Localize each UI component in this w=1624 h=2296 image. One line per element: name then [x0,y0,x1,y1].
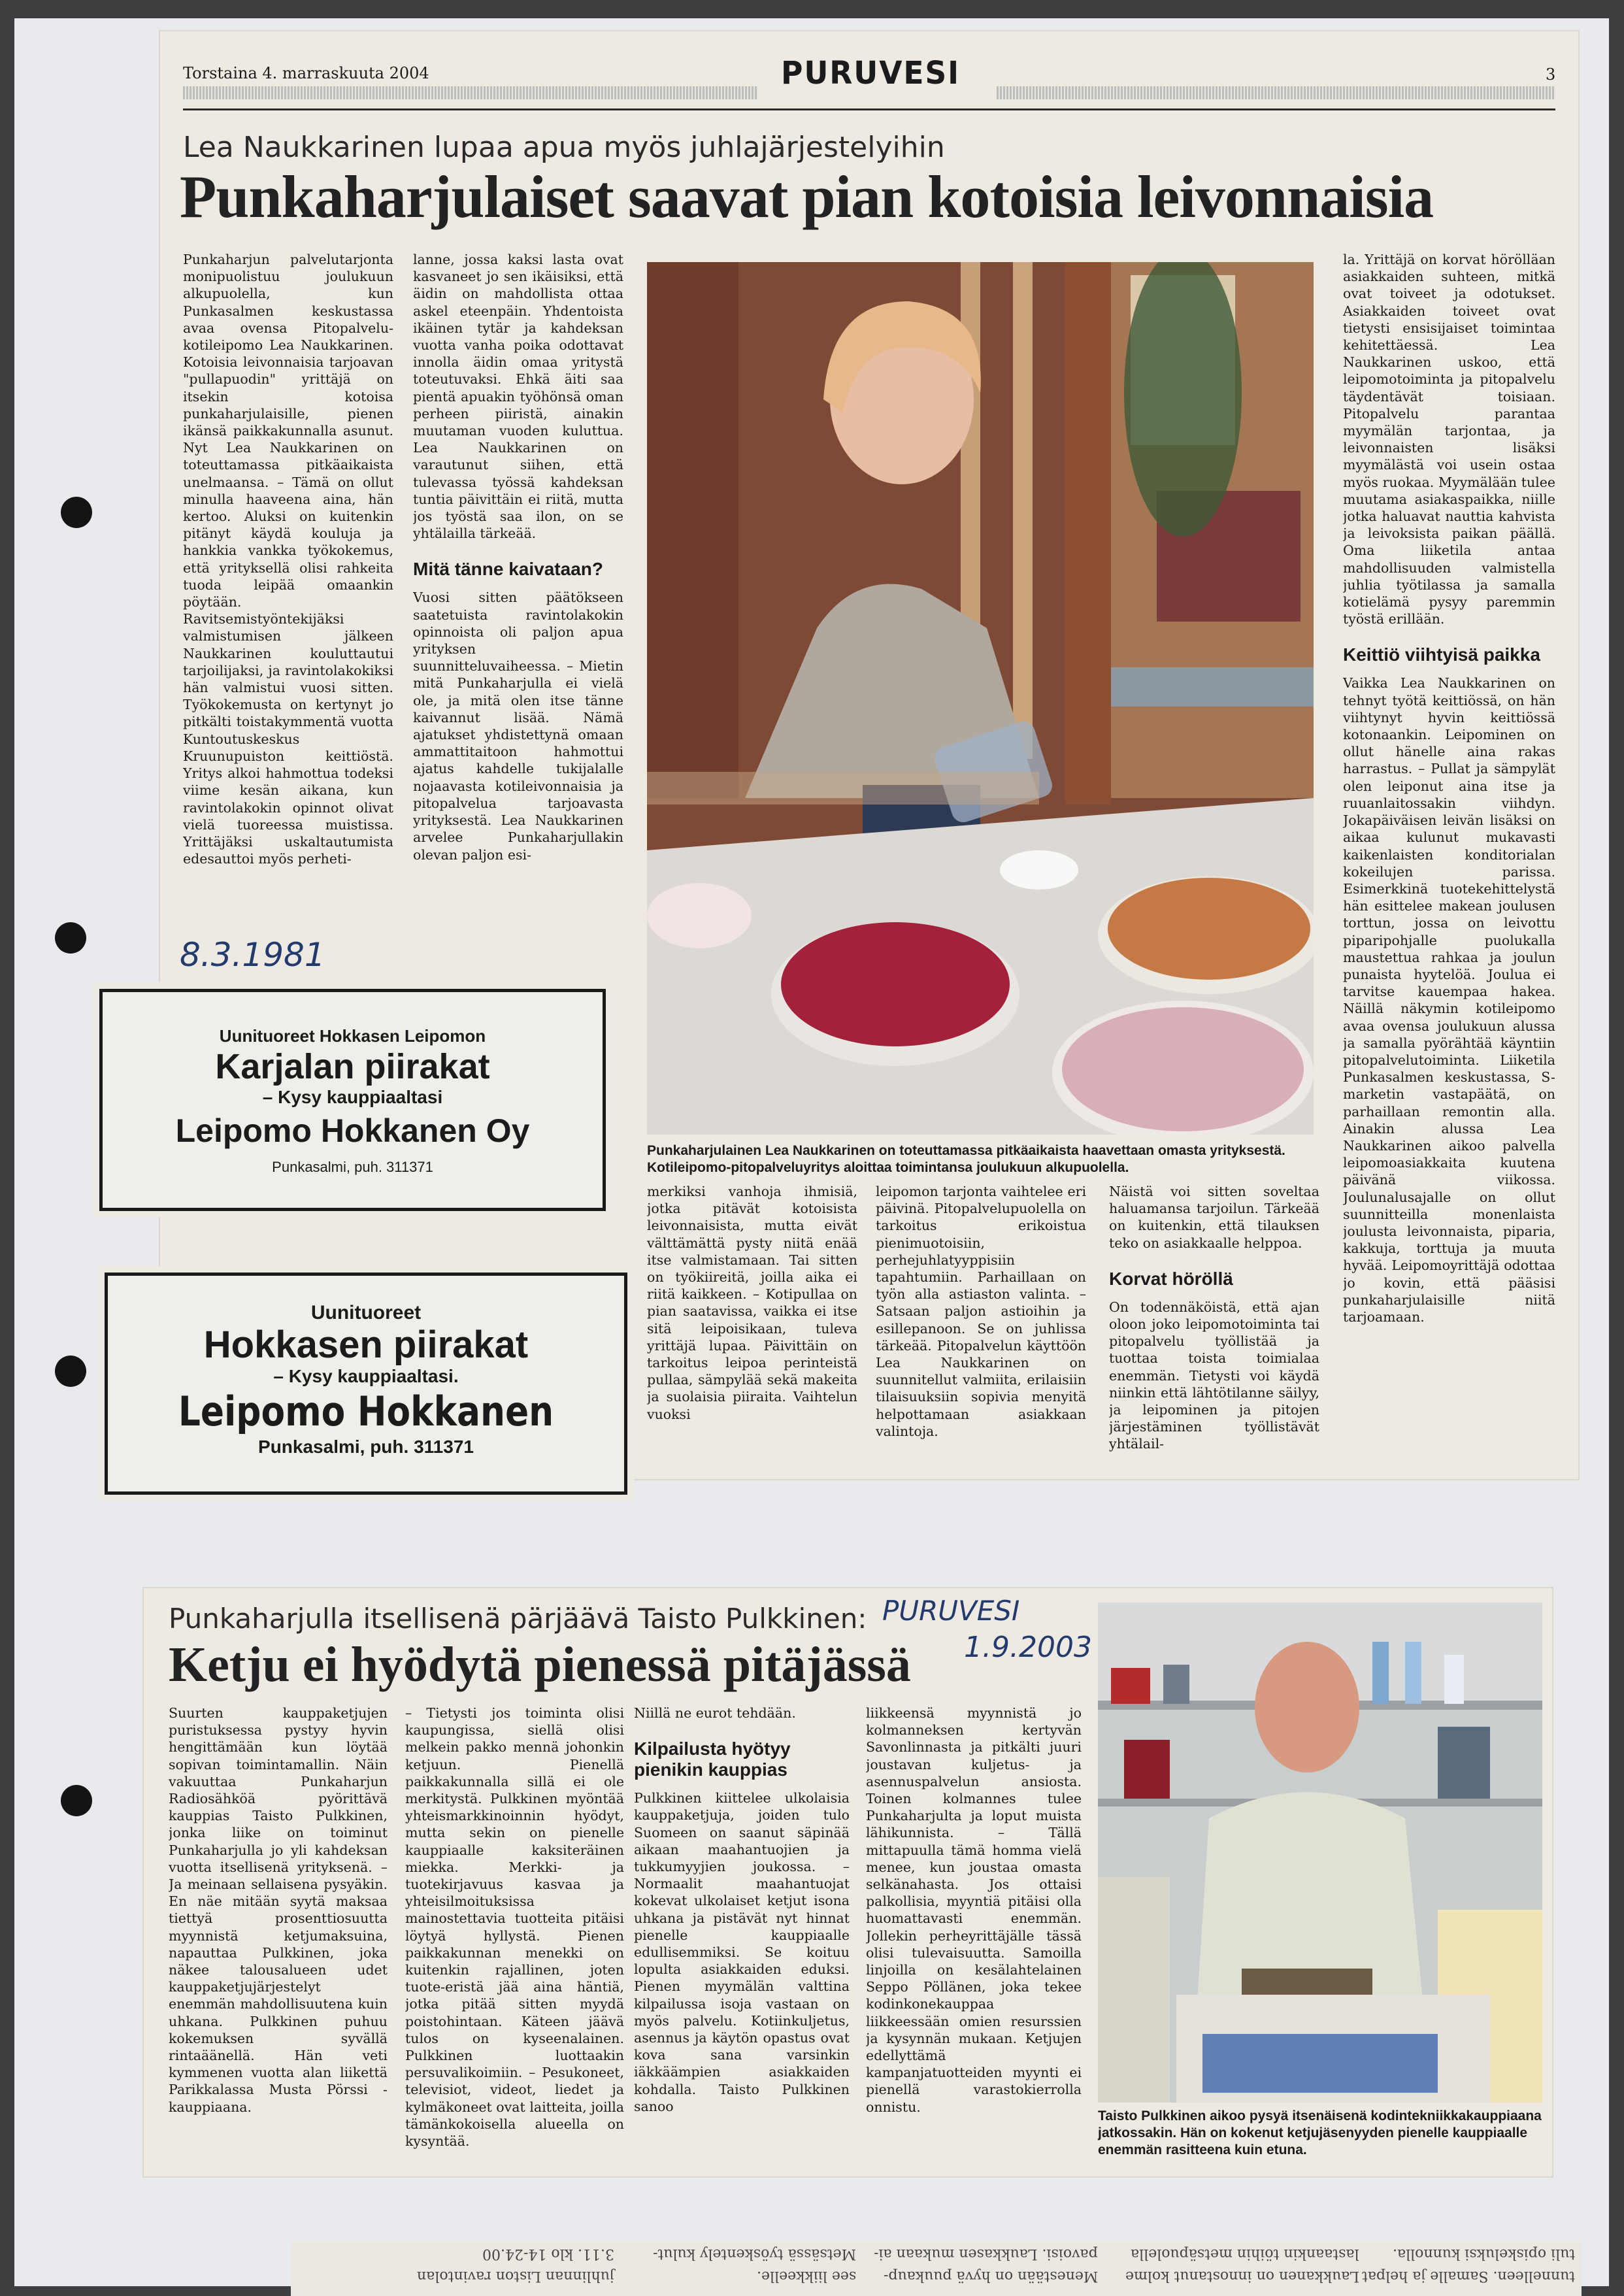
body-text: Punkaharjun palvelutarjonta monipuolistuu joulukuun alkupuolella, kun Punkasalmen keskustassa avaa ovensa Pitopalvelu-kotileipomo Lea Naukkarinen. Kotoisia leivonnaisia tarjoavan "pullapuodin" yrittäjä on itsekin kotoisa punkaharjulaisille, pienen ikänsä paikkakunnalla asunut. Nyt Lea Naukkarinen on toteuttamassa pitkäaikaista unelmaansa. – Tämä on ollut minulla haaveena aina, hän kertoo. Aluksi on kuitenkin pitänyt käydä kouluja ja hankkia vankka työkokemus, että yrityksellä olisi rahkeita tuoda leipää omaankin pöytään. Ravitsemistyöntekijäksi valmistumisen jälkeen Naukkarinen kouluttautui tarjoilijaksi, ja ravintolakokiksi hän valmistui vuosi sitten. Työkokemusta on kertynyt jo pitkälti toistakymmentä vuotta Kuntoutuskeskus Kruunupuiston keittiöstä. Yritys alkoi hahmottua todeksi viime kesän aikana, kun ravintolakokin opinnot olivat vielä tuoreessa muistissa. Yrittäjäksi uskaltautumista edesauttoi myös perheti- [183,252,393,867]
article-kicker: Punkaharjulla itsellisenä pärjäävä Taisto Pulkkinen: [169,1603,867,1635]
body-text: Vaikka Lea Naukkarinen on tehnyt työtä keittiössä, on hän viihtynyt hyvin keittiössä kotonaankin. Leipominen on ollut hänelle aina rakas harrastus. – Pullat ja sämpylät olen leiponut aina itse ja ruuanlaitossakin viihdyn. Jokapäiväisen leivän lisäksi on aikaa kulunut mukavasti kaikenlaisten konditorialan kokeilujen parissa. Esimerkkinä tuotekehittelystä hän esittelee makean joulusen torttun, jossa on leivottu piparipohjalle puolukalla maustettua rahkaa ja joulun punaista hyytelöä. Joulua ei tarvitse kauempaa hakea. Näillä näkymin kotileipomo avaa ovensa joulukuun alussa ja samalla pyörähtää käyntiin pitopalvelutoiminta. Liiketila Punkasalmen keskustassa, S-marketin vastapäätä, on parhaillaan remontin alla. Ainakin alussa Lea Naukkarinen aikoo palvella leipomoasiakkaita kuutena päivänä viikossa. Joulunalusajalle on ollut suunnitteilla monenlaista joulusta leivonnaista, piparia, kakkuja, torttuja ja muuta hyvää. Leipomoyrittäjä odottaa jo kovin, että pääsisi punkaharjulaisille niitä tarjoamaan. [1343,675,1555,1325]
body-text: merkiksi vanhoja ihmisiä, jotka pitävät kotoisista leivonnaisista, mutta eivät välttämättä pysty niitä enää itse valmistamaan. Tai sitten on työkiireitä, joilla aika ei riitä kaikkeen. – Kotipullaa on pian saatavissa, vaikka ei itse sitä leipoisikaan, tuleva yrittäjä lupaa. Päivittäin on tarkoitus leipoa perinteistä pullaa, sämpylää sekä makeita ja suolaisia piiraita. Vaihtelun vuoksi [647,1184,857,1422]
masthead-rule-left [183,86,758,99]
mirrored-text: lastaankin töihin metsäpuolella [1131,2246,1359,2262]
subheading: Korvat höröllä [1109,1268,1233,1289]
body-text: Vuosi sitten päätökseen saatetuista ravintolakokin opinnoista oli paljon apua yrityksen suunnitteluvaiheessa. – Mietin mitä Punkaharjulla ei vielä ole, ja mitä olen itse tänne kaivannut lisää. Nämä ajatukset yhdistettynä omaan ammattitaitoon hahmottui ajatus kahdelle tukijalalle nojaavasta kotileivonnaisia ja pitopalvelua tarjoavasta yrityksestä. Lea Naukkarinen arvelee Punkaharjullakin olevan paljon esi- [413,590,623,863]
mirrored-text: juhlinnan Liston ravintolan [417,2268,614,2284]
binder-hole [61,497,92,528]
article-column-1 [183,251,393,967]
page-number: 3 [1546,65,1556,84]
ad-line: – Kysy kauppiaaltasi [262,1087,443,1107]
mirrored-text: pavoisi. Laukkasen mukaan ai- [874,2246,1098,2262]
article-column-3 [634,1705,850,2169]
mirrored-text: Laukkanen on innostanut kolme [1125,2268,1359,2284]
body-text: Niillä ne eurot tehdään. [634,1705,796,1721]
article-clipping-store [144,1588,1552,2176]
mirrored-text: 3.11. klo 14-24.00 [482,2246,614,2262]
article-clipping-bakery [160,31,1578,1479]
masthead-divider [183,108,1555,110]
subheading: Keittiö viihtyisä paikka [1343,644,1540,665]
photo-illustration [647,262,1314,1135]
mirrored-text: Menestään on hyvä puukaup- [883,2268,1098,2284]
article-headline: Punkaharjulaiset saavat pian kotoisia leivonnaisia [180,163,1434,230]
photo-baker-with-cakes [647,262,1314,1135]
handwritten-date: 8.3.1981 [180,936,325,974]
bakery-advertisement-1 [99,989,606,1211]
photo-caption: Punkaharjulainen Lea Naukkarinen on toteuttamassa pitkäaikaista haavettaan omasta yrityksestä. Kotileipomo-pitopalveluyritys aloittaa toimintansa joulukuun alkupuolella. [647,1143,1285,1175]
article-headline: Ketju ei hyödytä pienessä pitäjässä [169,1637,911,1692]
handwritten-date: 1.9.2003 [964,1631,1092,1664]
bleed-through-clipping [291,2242,1582,2296]
ad-line: Karjalan piirakat [215,1047,490,1086]
ad-line: Leipomo Hokkanen [178,1388,554,1435]
body-text: la. Yrittäjä on korvat hörölläan asiakkaiden suhteen, mitkä ovat toiveet ja odotukset. Asiakkaiden toiveet ovat tietysti ensisijaiset toimintaa kehitettäessä. Lea Naukkarinen uskoo, että leipomotoiminta ja pitopalvelu täydentävät toisiaan. Pitopalvelu parantaa myymälän tarjontaa, ja leivonnaisten lisäksi myymälästä voi usein ostaa myös ruokaa. Myymälään tulee muutama asiakaspaikka, niille jotka haluavat nauttia kahvista ja leivoksista paikan päällä. Oma liiketila antaa mahdollisuuden valmistella juhlia työtilassa ja samalla kotielämä pysyy paremmin työstä erillään. [1343,252,1555,627]
mirrored-text: tunnelleen. Samalle ja helpat [1361,2268,1575,2284]
article-column-4 [866,1705,1082,2169]
body-text: leipomon tarjonta vaihtelee eri päivinä. Pitopalvelupuolella on tarkoitus erikoistua pienimuotoisiin, perhejuhlatyyppisiin tapahtumiin. Parhaillaan on työn alla astiaston valinta. – Satsaan paljon astioihin ja esillepanoon. Se on juhlissa tärkeää. Pitopalvelun käyttöön Lea Naukkarinen on suunnitellut valmiita, erilaisiin tilaisuuksiin sopivia menyitä helpottamaan asiakkaan valintoja. [876,1184,1086,1439]
mirrored-text: tuli opiskeluksi kunnolla. [1392,2246,1575,2262]
article-lower-column-2 [876,1183,1086,1457]
bakery-advertisement-2 [105,1273,627,1495]
photo-shopkeeper [1098,1603,1542,2103]
article-column-2 [405,1705,624,2169]
article-column-2 [413,251,623,967]
ad-line: Punkasalmi, puh. 311371 [272,1159,433,1175]
mirrored-text: Metsässä työskentely kulut- [652,2246,856,2262]
ad-line: Uunituoreet [310,1302,422,1323]
body-text: Näistä voi sitten soveltaa haluamansa tarjoilun. Tärkeää on kuitenkin, että tilauksen teko on asiakkaalle helppoa. [1109,1184,1319,1251]
body-text: Pulkkinen kiittelee ulkolaisia kauppaketjuja, joiden tulo Suomeen on saanut säpinää aikaan maahantuojien ja tukkumyyjien joukossa. – Normaalit maahantuojat kokevat ulkolaiset ketjut isona uhkana ja pistävät nyt hinnat pienelle kauppiaalle edullisemmiksi. Se koituu lopulta asiakkaiden eduksi. Pienen myymälän valttina kilpailussa isoja vastaan on myös palvelu. Kotiinkuljetus, asennus ja käytön opastus ovat kova sana varsinkin iäkkäämpien asiakkaiden kohdalla. Taisto Pulkkinen sanoo [634,1790,850,2114]
body-text: – Tietysti jos toiminta olisi kaupungissa, siellä olisi melkein pakko mennä johonkin ketjuun. Pienellä paikkakunnalla sillä ei ole merkitystä. Pulkkinen myöntää yhteismarkkinoinnin hyödyt, mutta sekin on pienelle kauppiaalle kaksiteräinen miekka. Merkki- ja tuotekirjavuus kasvaa ja yhteisilmoituksissa mainostettavia tuotteita pitäisi löytyä hyllystä. Pienen paikkakunnan menekki on kuitenkin rajallinen, joten tuote-eristä jää aina häntiä, jotka pitää sitten myydä poistohintaan. Käteen jäävä tulos on kyseenalainen. Pulkkinen luottaakin persuvalikoimiin. – Pesukoneet, televisiot, videot, liedet ja kylmäkoneet ovat laitteita, joilla tämänkokoisella alueella on kysyntää. [405,1705,624,2150]
binder-hole [61,1785,92,1816]
masthead-rule-right [997,86,1555,99]
article-column-3 [1343,251,1555,1447]
binder-hole [55,922,86,954]
ad-line: Hokkasen piirakat [203,1323,529,1366]
photo-illustration [1098,1603,1542,2103]
article-lower-column-1 [647,1183,857,1457]
ad-line: – Kysy kauppiaaltasi. [273,1366,459,1386]
mirrored-text: see liikkeelle. [756,2268,856,2284]
ad-line: Punkasalmi, puh. 311371 [258,1437,474,1457]
ad-line: Leipomo Hokkanen Oy [175,1112,530,1149]
body-text: Suurten kauppaketjujen puristuksessa pystyy hyvin hengittämään kun löytää sopivan toimintamallin. Näin vakuuttaa Punkaharjun Radiosähköä pyörittävä kauppias Taisto Pulkkinen, jonka liike on toiminut Punkaharjulla jo yli kahdeksan vuotta itsellisenä yrityksenä. – Ja meinaan sellaisena pysyäkin. En näe mitään syytä maksaa tiettyä prosenttiosuutta myynnistä ketjumaksuina, napauttaa Pulkkinen, joka näkee talousalueen udet kauppaketjujärjestelyt enemmän mahdollisuutena kuin uhkana. Pulkkinen puhuu kokemuksen syvällä rintaäänellä. Hän veti kymmenen vuotta alan liikettä Parikkalassa Musta Pörssi -kauppiaana. [169,1705,388,2115]
handwritten-source: PURUVESI [882,1595,1020,1627]
body-text: liikkeensä myynnistä jo kolmanneksen kertyvän Savonlinnasta ja pitkälti juuri joustavan kuljetus- ja asennuspalvelun ansiosta. Toinen kolmannes tulee Punkaharjulta ja loput muista lähikunnista. – Tällä mittapuulla tämä homma vielä menee, kun joustaa omasta selkänahasta. Jos ottaisi palkollisia, myyntiä pitäisi olla huomattavasti enemmän. Jollekin perheyrittäjälle tässä olisi tulevaisuutta. Samoilla linjoilla on kesälahtelainen Seppo Pöllänen, joka tekee kodinkonekauppaa liikkeessään omien resurssien ja kysynnän mukaan. Ketjujen edellyttämä kampanjatuotteiden myynti ei pienellä varastokierrolla onnistu. [866,1705,1082,2115]
article-column-1 [169,1705,388,2169]
binder-hole [55,1356,86,1387]
subheading: Kilpailusta hyötyy pienikin kauppias [634,1739,791,1780]
ad-line: Uunituoreet Hokkasen Leipomon [219,1026,486,1046]
article-lower-column-3 [1109,1183,1319,1457]
issue-date: Torstaina 4. marraskuuta 2004 [183,64,429,82]
photo-caption: Taisto Pulkkinen aikoo pysyä itsenäisenä kodintekniikkakauppiaana jatkossakin. Hän on kokenut ketjujäsenyyden pienelle kauppiaalle enemmän rasitteena kuin etuna. [1098,2108,1542,2157]
subheading: Mitä tänne kaivataan? [413,559,603,580]
body-text: lanne, jossa kaksi lasta ovat kasvaneet jo sen ikäisiksi, että äidin on mahdollista ottaa askel eteenpäin. Yhdentoista ikäinen tytär ja kahdeksan vuotta vanha poika odottavat innolla äidin omaa yritystä toteutuvaksi. Ehkä äiti saa pientä apuakin työhönsä oman perheen piiristä, ainakin muutaman vuoden kuluttua. Lea Naukkarinen on varautunut siihen, että tulevassa työssä kahdeksan tuntia päivittäin ei riitä, mutta jos työstä saa ilon, on se yhtälailla tärkeää. [413,252,623,542]
article-kicker: Lea Naukkarinen lupaa apua myös juhlajärjestelyihin [183,131,945,164]
body-text: On todennäköistä, että ajan oloon joko leipomotoiminta tai pitopalvelu työllistää ja tuottaa toista toimialaa enemmän. Tietysti voi käydä niinkin että lähtötilanne säilyy, ja leipominen ja pitojen järjestäminen työllistävät yhtälail- [1109,1299,1319,1452]
newspaper-masthead: PURUVESI [781,55,961,92]
